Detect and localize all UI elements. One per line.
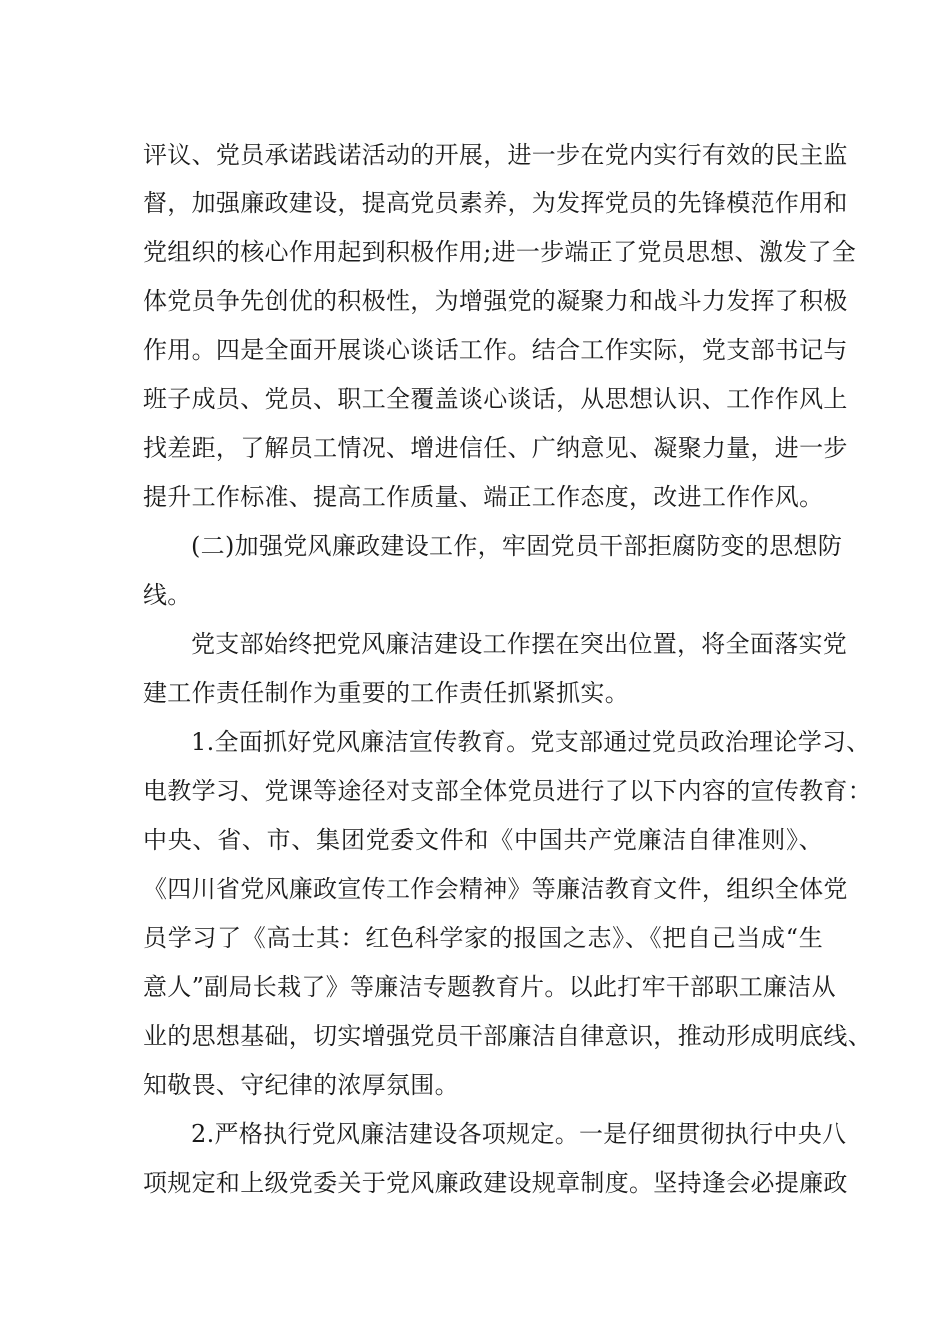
text-line: 体党员争先创优的积极性，为增强党的凝聚力和战斗力发挥了积极 (143, 287, 848, 315)
text-line: 《四川省党风廉政宣传工作会精神》等廉洁教育文件，组织全体党 (143, 875, 848, 903)
text-line: 党组织的核心作用起到积极作用;进一步端正了党员思想、激发了全 (143, 238, 857, 266)
text-line: 电教学习、党课等途径对支部全体党员进行了以下内容的宣传教育： (143, 777, 872, 805)
text-line: 业的思想基础，切实增强党员干部廉洁自律意识，推动形成明底线、 (143, 1022, 872, 1050)
section-heading-line: (二)加强党风廉政建设工作，牢固党员干部拒腐防变的思想防 (191, 532, 843, 560)
text-line: 中央、省、市、集团党委文件和《中国共产党廉洁自律准则》、 (143, 826, 823, 854)
text-line: 评议、党员承诺践诺活动的开展，进一步在党内实行有效的民主监 (143, 141, 848, 169)
text-line: 意人”副局长栽了》等廉洁专题教育片。以此打牢干部职工廉洁从 (143, 973, 836, 1001)
text-line: 作用。四是全面开展谈心谈话工作。结合工作实际，党支部书记与 (143, 336, 848, 364)
text-line: 找差距，了解员工情况、增进信任、广纳意见、凝聚力量，进一步 (143, 434, 848, 462)
text-line: 员学习了《高士其：红色科学家的报国之志》、《把自己当成“生 (143, 924, 823, 952)
text-line: 班子成员、党员、职工全覆盖谈心谈话，从思想认识、工作作风上 (143, 385, 848, 413)
text-line: 项规定和上级党委关于党风廉政建设规章制度。坚持逢会必提廉政 (143, 1169, 848, 1197)
list-item-line: 1.全面抓好党风廉洁宣传教育。党支部通过党员政治理论学习、 (191, 728, 871, 756)
text-line: 党支部始终把党风廉洁建设工作摆在突出位置，将全面落实党 (191, 630, 848, 658)
section-heading-line: 线。 (143, 581, 192, 609)
text-line: 建工作责任制作为重要的工作责任抓紧抓实。 (143, 679, 629, 707)
text-line: 督，加强廉政建设，提高党员素养，为发挥党员的先锋模范作用和 (143, 189, 848, 217)
text-line: 知敬畏、守纪律的浓厚氛围。 (143, 1071, 459, 1099)
text-line: 提升工作标准、提高工作质量、端正工作态度，改进工作作风。 (143, 483, 824, 511)
list-item-line: 2.严格执行党风廉洁建设各项规定。一是仔细贯彻执行中央八 (191, 1120, 847, 1148)
